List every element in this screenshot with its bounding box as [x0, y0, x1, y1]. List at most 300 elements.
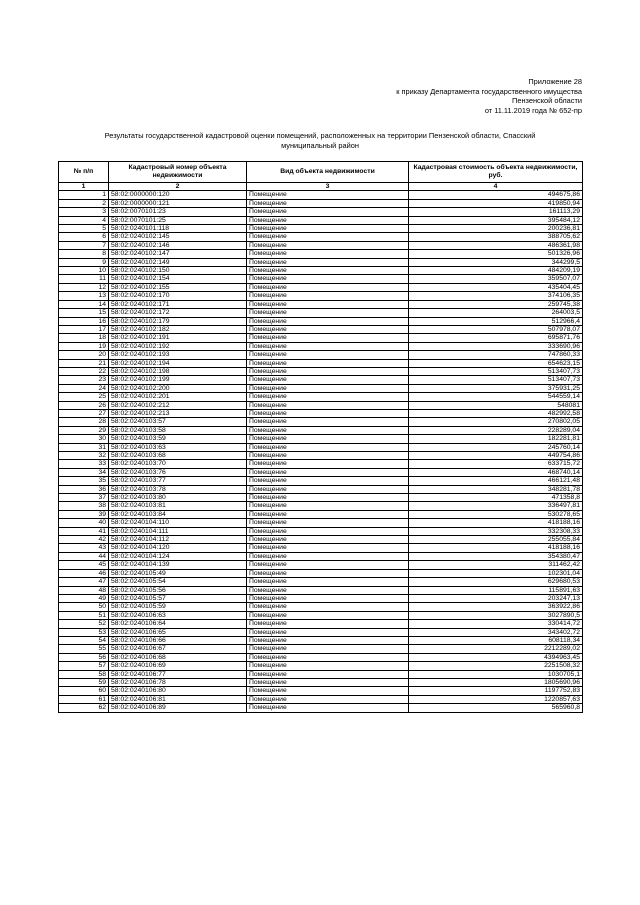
table-row [59, 300, 583, 308]
table-row [59, 485, 583, 493]
object-type: Помещение [247, 342, 409, 350]
table-row [59, 662, 583, 670]
table-row [59, 653, 583, 661]
row-number: 50 [59, 603, 109, 611]
row-number: 7 [59, 241, 109, 249]
table-body [59, 191, 583, 712]
cadastral-number: 58:02:0240105:49 [109, 569, 247, 577]
cadastral-value: 344299,5 [409, 258, 583, 266]
table-row [59, 678, 583, 686]
table-row [59, 258, 583, 266]
cadastral-number: 58:02:0240104:111 [109, 527, 247, 535]
object-type: Помещение [247, 704, 409, 712]
row-number: 24 [59, 384, 109, 392]
row-number: 33 [59, 460, 109, 468]
cadastral-value: 2251508,32 [409, 662, 583, 670]
object-type: Помещение [247, 191, 409, 199]
row-number: 34 [59, 468, 109, 476]
cadastral-number: 58:02:0240102:191 [109, 334, 247, 342]
cadastral-number: 58:02:0240106:89 [109, 704, 247, 712]
cadastral-value: 530278,65 [409, 510, 583, 518]
row-number: 52 [59, 620, 109, 628]
row-number: 57 [59, 662, 109, 670]
cadastral-number: 58:02:0240102:172 [109, 309, 247, 317]
cadastral-value: 418188,16 [409, 544, 583, 552]
object-type: Помещение [247, 241, 409, 249]
object-type: Помещение [247, 485, 409, 493]
object-type: Помещение [247, 409, 409, 417]
row-number: 47 [59, 578, 109, 586]
row-number: 60 [59, 687, 109, 695]
cadastral-number: 58:02:0240104:110 [109, 519, 247, 527]
table-row [59, 460, 583, 468]
document-title [60, 131, 580, 151]
table-header-row [59, 162, 583, 183]
table-row [59, 359, 583, 367]
table-row [59, 695, 583, 703]
cadastral-value: 259745,38 [409, 300, 583, 308]
row-number: 31 [59, 443, 109, 451]
table-row [59, 594, 583, 602]
table-row [59, 435, 583, 443]
object-type: Помещение [247, 687, 409, 695]
cadastral-number: 58:02:0240103:68 [109, 452, 247, 460]
table-row [59, 393, 583, 401]
object-type: Помещение [247, 317, 409, 325]
table-row [59, 578, 583, 586]
cadastral-number: 58:02:0240106:78 [109, 678, 247, 686]
cadastral-number: 58:02:0240103:81 [109, 502, 247, 510]
table-column-numbers-row [59, 183, 583, 191]
cadastral-value: 513407,73 [409, 367, 583, 375]
cadastral-value: 102301,04 [409, 569, 583, 577]
results-table [58, 161, 583, 713]
table-row [59, 687, 583, 695]
cadastral-number: 58:02:0240106:77 [109, 670, 247, 678]
row-number: 51 [59, 611, 109, 619]
object-type: Помещение [247, 544, 409, 552]
cadastral-number: 58:02:0240103:80 [109, 494, 247, 502]
cadastral-number: 58:02:0240102:201 [109, 393, 247, 401]
cadastral-value: 200236,81 [409, 225, 583, 233]
table-row [59, 452, 583, 460]
table-row [59, 527, 583, 535]
row-number: 35 [59, 477, 109, 485]
object-type: Помещение [247, 586, 409, 594]
cadastral-number: 58:02:0000000:120 [109, 191, 247, 199]
table-row [59, 552, 583, 560]
table-row [59, 351, 583, 359]
cadastral-value: 482992,58 [409, 409, 583, 417]
cadastral-number: 58:02:0240102:146 [109, 241, 247, 249]
row-number: 28 [59, 418, 109, 426]
cadastral-value: 395484,12 [409, 216, 583, 224]
object-type: Помещение [247, 334, 409, 342]
object-type: Помещение [247, 283, 409, 291]
cadastral-number: 58:02:0240106:81 [109, 695, 247, 703]
cadastral-value: 1220857,63 [409, 695, 583, 703]
table-row [59, 275, 583, 283]
row-number: 8 [59, 250, 109, 258]
cadastral-number: 58:02:0240104:139 [109, 561, 247, 569]
object-type: Помещение [247, 309, 409, 317]
header-cadastral-number: Кадастровый номер объекта недвижимости [109, 162, 247, 183]
object-type: Помещение [247, 519, 409, 527]
column-number: 1 [59, 183, 109, 191]
object-type: Помещение [247, 443, 409, 451]
cadastral-value: 512966,4 [409, 317, 583, 325]
cadastral-number: 58:02:0240104:112 [109, 536, 247, 544]
column-number: 3 [247, 183, 409, 191]
object-type: Помещение [247, 628, 409, 636]
appendix-line: к приказу Департамента государственного имущества [396, 86, 582, 96]
cadastral-number: 58:02:0240103:77 [109, 477, 247, 485]
appendix-block [282, 77, 582, 115]
table-row [59, 250, 583, 258]
cadastral-value: 629680,53 [409, 578, 583, 586]
title-line: муниципальный район [281, 140, 359, 150]
table-row [59, 645, 583, 653]
row-number: 41 [59, 527, 109, 535]
cadastral-value: 228289,04 [409, 426, 583, 434]
cadastral-value: 359507,07 [409, 275, 583, 283]
row-number: 20 [59, 351, 109, 359]
cadastral-value: 468740,14 [409, 468, 583, 476]
cadastral-value: 4394963,45 [409, 653, 583, 661]
cadastral-number: 58:02:0240106:80 [109, 687, 247, 695]
object-type: Помещение [247, 267, 409, 275]
table-row [59, 620, 583, 628]
object-type: Помещение [247, 561, 409, 569]
row-number: 49 [59, 594, 109, 602]
table-row [59, 309, 583, 317]
object-type: Помещение [247, 636, 409, 644]
object-type: Помещение [247, 645, 409, 653]
cadastral-value: 565960,8 [409, 704, 583, 712]
table-row [59, 325, 583, 333]
row-number: 38 [59, 502, 109, 510]
object-type: Помещение [247, 678, 409, 686]
object-type: Помещение [247, 620, 409, 628]
row-number: 40 [59, 519, 109, 527]
cadastral-value: 182281,81 [409, 435, 583, 443]
cadastral-number: 58:02:0240102:213 [109, 409, 247, 417]
cadastral-value: 161113,29 [409, 208, 583, 216]
row-number: 43 [59, 544, 109, 552]
cadastral-value: 203247,13 [409, 594, 583, 602]
cadastral-number: 58:02:0240102:154 [109, 275, 247, 283]
row-number: 9 [59, 258, 109, 266]
cadastral-value: 245760,14 [409, 443, 583, 451]
object-type: Помещение [247, 569, 409, 577]
cadastral-value: 363922,86 [409, 603, 583, 611]
object-type: Помещение [247, 552, 409, 560]
cadastral-value: 2212289,02 [409, 645, 583, 653]
header-object-type: Вид объекта недвижимости [247, 162, 409, 183]
object-type: Помещение [247, 536, 409, 544]
cadastral-number: 58:02:0240105:57 [109, 594, 247, 602]
object-type: Помещение [247, 367, 409, 375]
object-type: Помещение [247, 233, 409, 241]
row-number: 36 [59, 485, 109, 493]
cadastral-number: 58:02:0240102:199 [109, 376, 247, 384]
appendix-line: Приложение 28 [528, 77, 582, 86]
cadastral-number: 58:02:0240103:57 [109, 418, 247, 426]
cadastral-number: 58:02:0240102:192 [109, 342, 247, 350]
cadastral-value: 332308,33 [409, 527, 583, 535]
table-row [59, 426, 583, 434]
table-row [59, 636, 583, 644]
cadastral-value: 449754,86 [409, 452, 583, 460]
cadastral-value: 1805690,96 [409, 678, 583, 686]
row-number: 37 [59, 494, 109, 502]
table-row [59, 502, 583, 510]
row-number: 21 [59, 359, 109, 367]
appendix-line: Пензенской области [512, 96, 582, 106]
cadastral-number: 58:02:0240102:150 [109, 267, 247, 275]
object-type: Помещение [247, 435, 409, 443]
object-type: Помещение [247, 359, 409, 367]
cadastral-value: 608118,34 [409, 636, 583, 644]
row-number: 22 [59, 367, 109, 375]
cadastral-value: 544559,14 [409, 393, 583, 401]
cadastral-number: 58:02:0240105:54 [109, 578, 247, 586]
object-type: Помещение [247, 300, 409, 308]
cadastral-number: 58:02:0240103:59 [109, 435, 247, 443]
cadastral-number: 58:02:0240102:155 [109, 283, 247, 291]
object-type: Помещение [247, 670, 409, 678]
cadastral-number: 58:02:0240101:118 [109, 225, 247, 233]
cadastral-number: 58:02:0240103:63 [109, 443, 247, 451]
table-row [59, 569, 583, 577]
cadastral-number: 58:02:0240106:67 [109, 645, 247, 653]
cadastral-number: 58:02:0240103:58 [109, 426, 247, 434]
table-row [59, 334, 583, 342]
object-type: Помещение [247, 502, 409, 510]
table-row [59, 267, 583, 275]
column-number: 4 [409, 183, 583, 191]
table-row [59, 519, 583, 527]
cadastral-number: 58:02:0070101:25 [109, 216, 247, 224]
row-number: 45 [59, 561, 109, 569]
row-number: 54 [59, 636, 109, 644]
object-type: Помещение [247, 460, 409, 468]
cadastral-number: 58:02:0240103:70 [109, 460, 247, 468]
cadastral-value: 1197752,83 [409, 687, 583, 695]
table-row [59, 191, 583, 199]
cadastral-number: 58:02:0240106:63 [109, 611, 247, 619]
table-row [59, 342, 583, 350]
table-row [59, 367, 583, 375]
table-row [59, 468, 583, 476]
cadastral-number: 58:02:0240102:212 [109, 401, 247, 409]
object-type: Помещение [247, 662, 409, 670]
object-type: Помещение [247, 452, 409, 460]
cadastral-value: 494675,86 [409, 191, 583, 199]
cadastral-number: 58:02:0240106:66 [109, 636, 247, 644]
table-row [59, 208, 583, 216]
row-number: 14 [59, 300, 109, 308]
cadastral-number: 58:02:0240102:194 [109, 359, 247, 367]
cadastral-number: 58:02:0240102:193 [109, 351, 247, 359]
cadastral-number: 58:02:0240104:120 [109, 544, 247, 552]
row-number: 25 [59, 393, 109, 401]
cadastral-value: 336497,81 [409, 502, 583, 510]
cadastral-number: 58:02:0240102:171 [109, 300, 247, 308]
cadastral-value: 375931,25 [409, 384, 583, 392]
cadastral-value: 486361,98 [409, 241, 583, 249]
cadastral-value: 348281,78 [409, 485, 583, 493]
row-number: 3 [59, 208, 109, 216]
row-number: 5 [59, 225, 109, 233]
table-row [59, 376, 583, 384]
table-row [59, 611, 583, 619]
row-number: 4 [59, 216, 109, 224]
object-type: Помещение [247, 250, 409, 258]
table-row [59, 561, 583, 569]
cadastral-number: 58:02:0240103:84 [109, 510, 247, 518]
cadastral-value: 466121,48 [409, 477, 583, 485]
row-number: 48 [59, 586, 109, 594]
object-type: Помещение [247, 225, 409, 233]
object-type: Помещение [247, 477, 409, 485]
table-row [59, 704, 583, 712]
table-row [59, 409, 583, 417]
object-type: Помещение [247, 418, 409, 426]
cadastral-number: 58:02:0240105:56 [109, 586, 247, 594]
table-row [59, 233, 583, 241]
object-type: Помещение [247, 292, 409, 300]
table-row [59, 443, 583, 451]
cadastral-number: 58:02:0240103:76 [109, 468, 247, 476]
row-number: 2 [59, 199, 109, 207]
cadastral-number: 58:02:0240102:198 [109, 367, 247, 375]
object-type: Помещение [247, 275, 409, 283]
table-row [59, 199, 583, 207]
cadastral-value: 418188,16 [409, 519, 583, 527]
cadastral-number: 58:02:0240102:179 [109, 317, 247, 325]
header-cadastral-value: Кадастровая стоимость объекта недвижимости, руб. [409, 162, 583, 183]
row-number: 1 [59, 191, 109, 199]
title-line: Результаты государственной кадастровой оценки помещений, расположенных на территории Пензенской области, Спасский [104, 131, 536, 140]
object-type: Помещение [247, 258, 409, 266]
object-type: Помещение [247, 216, 409, 224]
cadastral-number: 58:02:0240102:145 [109, 233, 247, 241]
row-number: 42 [59, 536, 109, 544]
cadastral-value: 333690,96 [409, 342, 583, 350]
cadastral-value: 471358,8 [409, 494, 583, 502]
table-row [59, 510, 583, 518]
row-number: 27 [59, 409, 109, 417]
row-number: 39 [59, 510, 109, 518]
row-number: 13 [59, 292, 109, 300]
table-row [59, 494, 583, 502]
object-type: Помещение [247, 695, 409, 703]
object-type: Помещение [247, 653, 409, 661]
row-number: 6 [59, 233, 109, 241]
cadastral-value: 633715,72 [409, 460, 583, 468]
row-number: 56 [59, 653, 109, 661]
table-row [59, 477, 583, 485]
cadastral-value: 270802,05 [409, 418, 583, 426]
row-number: 46 [59, 569, 109, 577]
cadastral-value: 3027890,5 [409, 611, 583, 619]
cadastral-number: 58:02:0240102:149 [109, 258, 247, 266]
table-row [59, 384, 583, 392]
row-number: 61 [59, 695, 109, 703]
object-type: Помещение [247, 603, 409, 611]
row-number: 53 [59, 628, 109, 636]
header-number: № п/п [59, 162, 109, 183]
cadastral-value: 115891,63 [409, 586, 583, 594]
table-row [59, 241, 583, 249]
cadastral-number: 58:02:0240106:68 [109, 653, 247, 661]
table-row [59, 401, 583, 409]
row-number: 32 [59, 452, 109, 460]
object-type: Помещение [247, 325, 409, 333]
cadastral-value: 435404,45 [409, 283, 583, 291]
table-row [59, 225, 583, 233]
cadastral-value: 507978,07 [409, 325, 583, 333]
table-row [59, 544, 583, 552]
object-type: Помещение [247, 578, 409, 586]
object-type: Помещение [247, 494, 409, 502]
table-row [59, 216, 583, 224]
row-number: 58 [59, 670, 109, 678]
cadastral-number: 58:02:0240102:147 [109, 250, 247, 258]
row-number: 19 [59, 342, 109, 350]
table-row [59, 283, 583, 291]
object-type: Помещение [247, 401, 409, 409]
cadastral-value: 330414,72 [409, 620, 583, 628]
row-number: 12 [59, 283, 109, 291]
cadastral-value: 695871,76 [409, 334, 583, 342]
cadastral-value: 419850,94 [409, 199, 583, 207]
object-type: Помещение [247, 594, 409, 602]
row-number: 10 [59, 267, 109, 275]
table-row [59, 292, 583, 300]
cadastral-value: 548081 [409, 401, 583, 409]
object-type: Помещение [247, 527, 409, 535]
cadastral-number: 58:02:0240106:69 [109, 662, 247, 670]
cadastral-value: 388705,62 [409, 233, 583, 241]
cadastral-value: 484209,19 [409, 267, 583, 275]
object-type: Помещение [247, 376, 409, 384]
row-number: 59 [59, 678, 109, 686]
cadastral-number: 58:02:0240104:124 [109, 552, 247, 560]
row-number: 55 [59, 645, 109, 653]
cadastral-number: 58:02:0240102:200 [109, 384, 247, 392]
cadastral-value: 501326,96 [409, 250, 583, 258]
table-row [59, 586, 583, 594]
cadastral-number: 58:02:0070101:23 [109, 208, 247, 216]
cadastral-value: 255055,84 [409, 536, 583, 544]
cadastral-value: 343402,72 [409, 628, 583, 636]
row-number: 29 [59, 426, 109, 434]
row-number: 17 [59, 325, 109, 333]
row-number: 11 [59, 275, 109, 283]
table-row [59, 670, 583, 678]
object-type: Помещение [247, 208, 409, 216]
object-type: Помещение [247, 611, 409, 619]
table-row [59, 536, 583, 544]
cadastral-number: 58:02:0240103:78 [109, 485, 247, 493]
row-number: 26 [59, 401, 109, 409]
object-type: Помещение [247, 351, 409, 359]
cadastral-number: 58:02:0240102:170 [109, 292, 247, 300]
cadastral-value: 311462,42 [409, 561, 583, 569]
cadastral-value: 654623,15 [409, 359, 583, 367]
